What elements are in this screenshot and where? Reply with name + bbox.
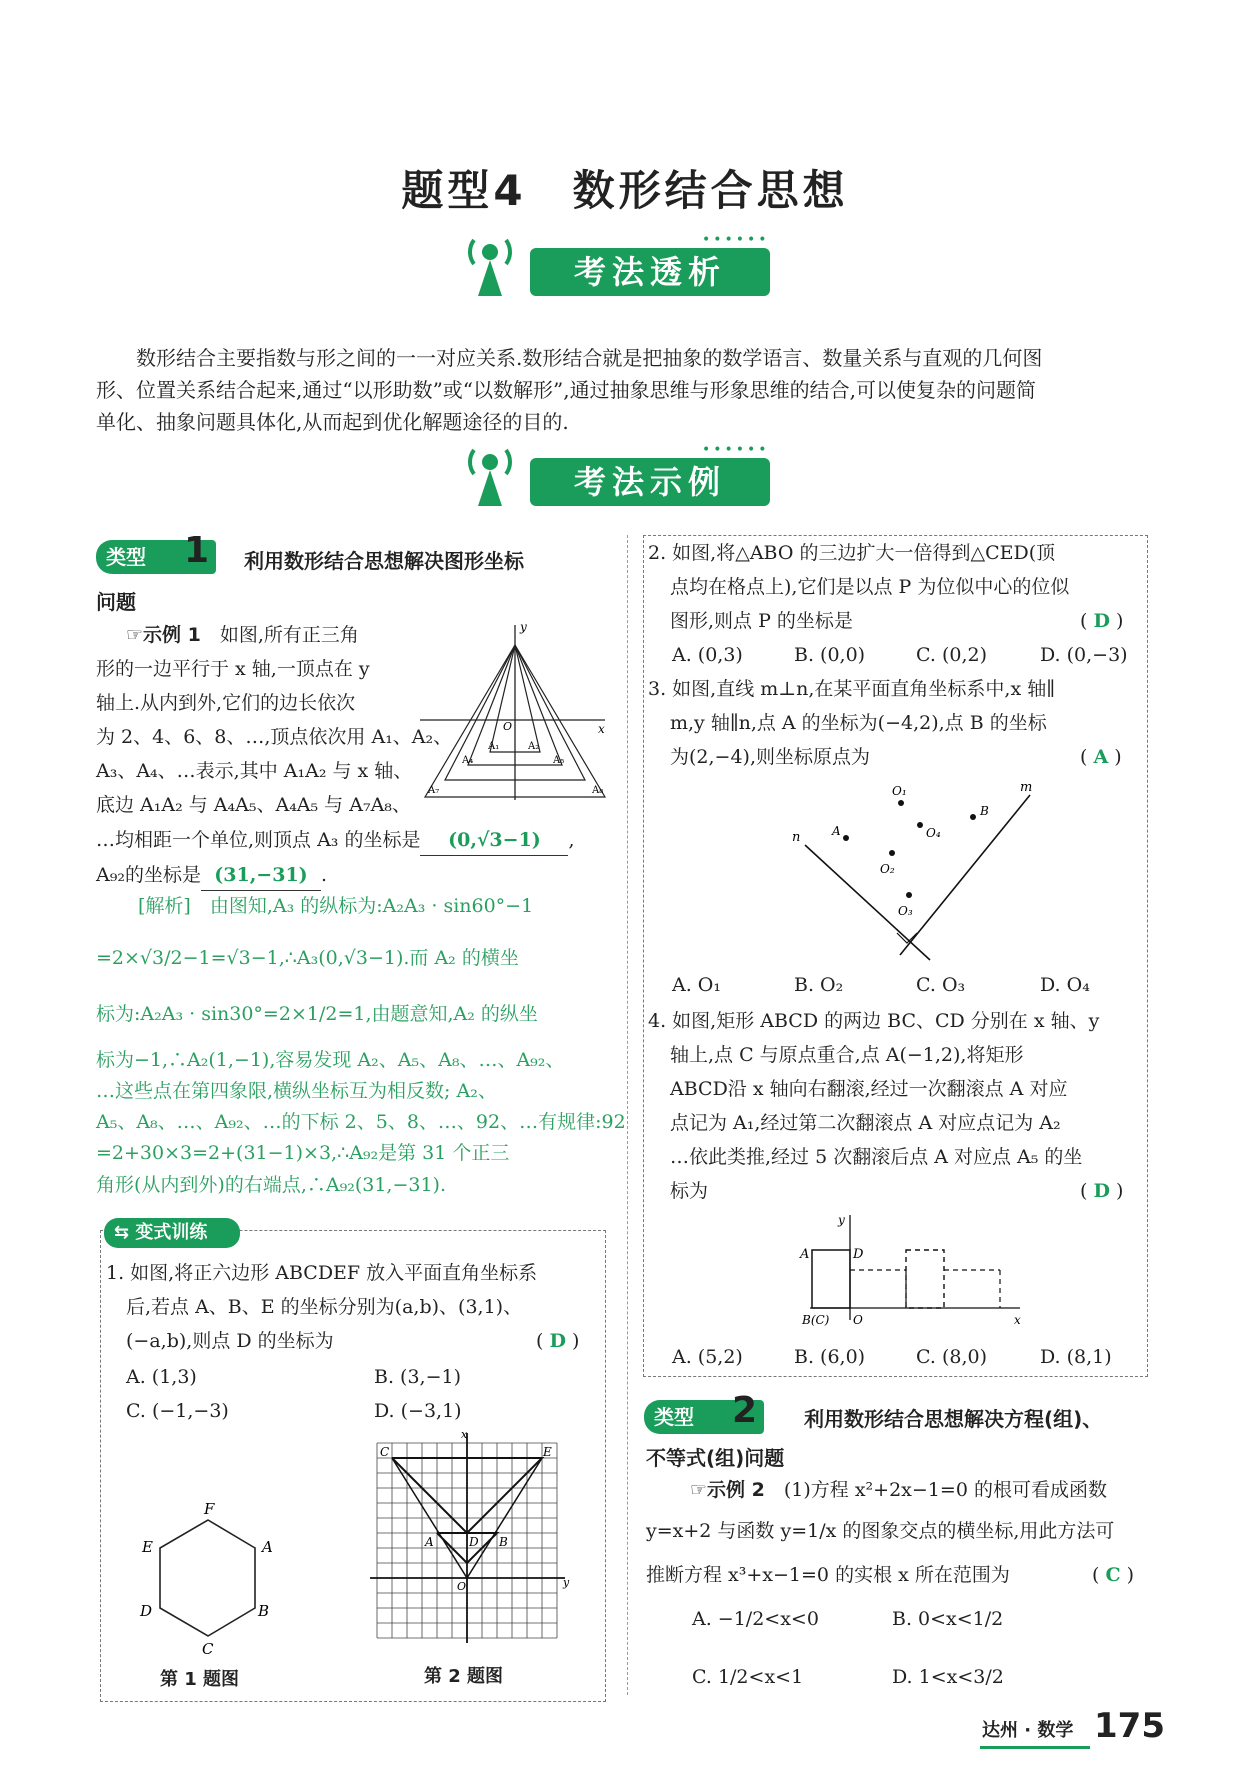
label-a: A [262, 1538, 273, 1556]
label-a8: A₈ [592, 785, 604, 796]
example1-text [126, 620, 359, 650]
svg-text:D: D [853, 1247, 864, 1262]
grid-figure [365, 1428, 575, 1653]
type2-badge [644, 1390, 764, 1434]
intro-line: 形、位置关系结合起来,通过“以形助数”或“以数解形”,通过抽象思维与形象思维的结合,可以使复杂的问题简 [96, 378, 1036, 402]
rolling-rectangle-figure [790, 1210, 1030, 1330]
q2-line: 点均在格点上),它们是以点 P 为位似中心的位似 [670, 576, 1070, 598]
example2-label: ☞示例 2 [690, 1479, 765, 1501]
label-a2: A₂ [528, 741, 540, 752]
example1-line: …均相距一个单位,则顶点 A₃ 的坐标是 (0,√3−1) , [96, 825, 575, 856]
q4-line: 4. 如图,矩形 ABCD 的两边 BC、CD 分别在 x 轴、y [648, 1010, 1100, 1032]
example2-option-d: D. 1<x<3/2 [892, 1666, 1004, 1688]
svg-text:m: m [1020, 780, 1033, 795]
label-a4: A₄ [462, 755, 474, 766]
hexagon [160, 1520, 255, 1636]
example1-line: 轴上.从内到外,它们的边长依次 [96, 692, 356, 714]
line-m [900, 795, 1030, 955]
label-f: F [204, 1500, 215, 1518]
type1-badge [96, 530, 216, 574]
banner-analysis [460, 230, 790, 300]
rectangle-abcd [812, 1250, 850, 1308]
q3-option-c: C. O₃ [916, 974, 966, 996]
drill-label [104, 1218, 240, 1248]
label-b: B [258, 1602, 270, 1620]
figure1-caption: 第 1 题图 [160, 1669, 240, 1690]
q3-line: 为(2,−4),则坐标原点为 [670, 746, 871, 768]
q4-option-a: A. (5,2) [672, 1346, 743, 1368]
q4-answer-value: D [1093, 1180, 1110, 1202]
svg-text:A: A [832, 824, 841, 838]
svg-text:y: y [563, 1576, 570, 1589]
label-a7: A₇ [428, 785, 440, 796]
example1-line: 形的一边平行于 x 轴,一顶点在 y [96, 658, 370, 680]
banner-examples-label: 考法示例 [530, 458, 770, 506]
q1-option-c: C. (−1,−3) [126, 1400, 229, 1422]
svg-text:B(C): B(C) [802, 1313, 830, 1327]
svg-text:O: O [457, 1580, 467, 1593]
figure2-caption: 第 2 题图 [424, 1666, 504, 1687]
label-a1: A₁ [488, 741, 500, 752]
label-c: C [202, 1640, 214, 1658]
column-divider [627, 535, 628, 1695]
svg-text:O₃: O₃ [898, 904, 913, 918]
banner-dots: •••••• [702, 442, 770, 458]
q4-line: …依此类推,经过 5 次翻滚后点 A 对应点 A₅ 的坐 [670, 1146, 1083, 1168]
drill-label-text: 变式训练 [135, 1222, 208, 1243]
svg-text:O₁: O₁ [892, 784, 907, 798]
example1-line: A₃、A₄、…表示,其中 A₁A₂ 与 x 轴、 [96, 760, 413, 782]
svg-text:x: x [1014, 1313, 1021, 1327]
y-label: y [520, 620, 527, 634]
q1-answer: ( D ) [536, 1330, 580, 1352]
q3-option-a: A. O₁ [672, 974, 721, 996]
q3-option-b: B. O₂ [794, 974, 844, 996]
q1-line: 1. 如图,将正六边形 ABCDEF 放入平面直角坐标系 [106, 1262, 538, 1284]
example2-line: 推断方程 x³+x−1=0 的实根 x 所在范围为 [646, 1564, 1010, 1586]
q4-option-d: D. (8,1) [1040, 1346, 1112, 1368]
svg-text:x: x [461, 1428, 468, 1441]
perpendicular-lines-figure [780, 775, 1050, 970]
banner-examples [460, 440, 790, 510]
example1-answer1: (0,√3−1) [420, 825, 568, 856]
solution-line: [解析] 由图知,A₃ 的纵标为:A₂A₃ · sin60°−1 [138, 895, 534, 917]
solution-line: =2×√3/2−1=√3−1,∴A₃(0,√3−1).而 A₂ 的横坐 [96, 947, 519, 969]
q2-option-b: B. (0,0) [794, 644, 866, 666]
type1-heading-cont: 问题 [96, 590, 136, 614]
example1-line-text: A₉₂的坐标是 [96, 864, 201, 886]
q4-line: 标为 [670, 1180, 709, 1202]
example1-line: 底边 A₁A₂ 与 A₄A₅、A₄A₅ 与 A₇A₈、 [96, 794, 411, 816]
page-title: 题型4 数形结合思想 [401, 166, 849, 215]
solution-line: …这些点在第四象限,横纵坐标互为相反数; A₂、 [96, 1080, 497, 1102]
example2-option-c: C. 1/2<x<1 [692, 1666, 804, 1688]
q2-option-a: A. (0,3) [672, 644, 743, 666]
nested-triangles-figure [420, 615, 615, 805]
type1-heading: 利用数形结合思想解决图形坐标 [244, 549, 524, 573]
signal-tower-icon [460, 440, 530, 510]
q1-option-d: D. (−3,1) [374, 1400, 462, 1422]
q2-option-d: D. (0,−3) [1040, 644, 1128, 666]
q3-line: 3. 如图,直线 m⊥n,在某平面直角坐标系中,x 轴∥ [648, 678, 1055, 700]
q4-line: 点记为 A₁,经过第二次翻滚点 A 对应点记为 A₂ [670, 1112, 1061, 1134]
example1-line: 如图,所有正三角 [219, 624, 359, 646]
swap-icon: ⇆ [114, 1222, 130, 1243]
label-d: D [140, 1602, 153, 1620]
solution-line: =2+30×3=2+(31−1)×3,∴A₉₂是第 31 个正三 [96, 1142, 510, 1164]
intro-line: 数形结合主要指数与形之间的一一对应关系.数形结合就是把抽象的数学语言、数量关系与直观的几何图 [136, 346, 1043, 370]
origin-label: O [503, 720, 513, 733]
example2-option-a: A. −1/2<x<0 [692, 1608, 819, 1630]
svg-text:E: E [543, 1445, 552, 1459]
q4-option-b: B. (6,0) [794, 1346, 866, 1368]
page-number: 175 [1094, 1706, 1165, 1746]
example2-answer-value: C [1105, 1564, 1121, 1586]
q1-option-a: A. (1,3) [126, 1366, 197, 1388]
line-n [805, 845, 930, 960]
q2-answer: ( D ) [1080, 610, 1124, 632]
q3-answer-value: A [1093, 746, 1109, 768]
q4-answer: ( D ) [1080, 1180, 1124, 1202]
type1-badge-number: 1 [184, 530, 210, 571]
solution-line: 标为:A₂A₃ · sin30°=2×1/2=1,由题意知,A₂ 的纵坐 [96, 1003, 538, 1025]
example1-label: ☞示例 1 [126, 624, 201, 646]
signal-tower-icon [460, 230, 530, 300]
type2-badge-number: 2 [732, 1390, 758, 1431]
q1-line: 后,若点 A、B、E 的坐标分别为(a,b)、(3,1)、 [126, 1296, 523, 1318]
solution-line: 标为−1,∴A₂(1,−1),容易发现 A₂、A₅、A₈、…、A₉₂、 [96, 1049, 565, 1071]
q3-option-d: D. O₄ [1040, 974, 1090, 996]
footer-label: 达州 · 数学 [982, 1720, 1074, 1741]
svg-text:B: B [499, 1535, 508, 1549]
hexagon-figure [130, 1500, 280, 1660]
q2-line: 图形,则点 P 的坐标是 [670, 610, 853, 632]
label-a5: A₅ [553, 755, 565, 766]
intro-paragraph [96, 342, 1156, 438]
svg-text:O: O [853, 1313, 863, 1327]
type2-heading: 利用数形结合思想解决方程(组)、 [804, 1407, 1103, 1431]
label-e: E [142, 1538, 153, 1556]
x-label: x [598, 722, 605, 736]
svg-text:n: n [792, 830, 801, 845]
banner-dots: •••••• [702, 232, 770, 248]
example1-answer2: (31,−31) [201, 860, 321, 891]
svg-text:C: C [380, 1445, 390, 1459]
intro-line: 单化、抽象问题具体化,从而起到优化解题途径的目的. [96, 410, 569, 434]
example1-line-text: …均相距一个单位,则顶点 A₃ 的坐标是 [96, 829, 421, 851]
example2-option-b: B. 0<x<1/2 [892, 1608, 1004, 1630]
q2-answer-value: D [1093, 610, 1110, 632]
type2-badge-label: 类型 [654, 1405, 694, 1429]
svg-text:D: D [469, 1535, 479, 1549]
example2-line-text: (1)方程 x²+2x−1=0 的根可看成函数 [783, 1479, 1107, 1501]
banner-analysis-label: 考法透析 [530, 248, 770, 296]
solution-line: 角形(从内到外)的右端点,∴A₉₂(31,−31). [96, 1174, 446, 1196]
q3-answer: ( A ) [1080, 746, 1122, 768]
q1-answer-value: D [549, 1330, 566, 1352]
q2-line: 2. 如图,将△ABO 的三边扩大一倍得到△CED(顶 [648, 542, 1056, 564]
example2-line [690, 1475, 1107, 1505]
svg-text:O₂: O₂ [880, 862, 895, 876]
type2-heading-cont: 不等式(组)问题 [646, 1446, 785, 1470]
solution-line: A₅、A₈、…、A₉₂、…的下标 2、5、8、…、92、…有规律:92 [96, 1111, 626, 1133]
example2-line: y=x+2 与函数 y=1/x 的图象交点的横坐标,用此方法可 [646, 1520, 1115, 1542]
q2-option-c: C. (0,2) [916, 644, 987, 666]
example1-line: A₉₂的坐标是 (31,−31) . [96, 860, 327, 891]
q3-line: m,y 轴∥n,点 A 的坐标为(−4,2),点 B 的坐标 [670, 712, 1047, 734]
svg-text:O₄: O₄ [926, 826, 941, 840]
svg-text:B: B [980, 804, 989, 818]
example1-line: 为 2、4、6、8、…,顶点依次用 A₁、A₂、 [96, 726, 453, 748]
q4-option-c: C. (8,0) [916, 1346, 987, 1368]
q4-line: 轴上,点 C 与原点重合,点 A(−1,2),将矩形 [670, 1044, 1024, 1066]
footer-underline [980, 1746, 1090, 1749]
svg-text:A: A [800, 1247, 810, 1262]
q4-line: ABCD沿 x 轴向右翻滚,经过一次翻滚点 A 对应 [670, 1078, 1068, 1100]
q1-line: (−a,b),则点 D 的坐标为 [126, 1330, 334, 1352]
example2-answer: ( C ) [1092, 1564, 1135, 1586]
svg-text:y: y [838, 1213, 845, 1227]
svg-text:A: A [425, 1535, 434, 1549]
type1-badge-label: 类型 [106, 545, 146, 569]
q1-option-b: B. (3,−1) [374, 1366, 462, 1388]
